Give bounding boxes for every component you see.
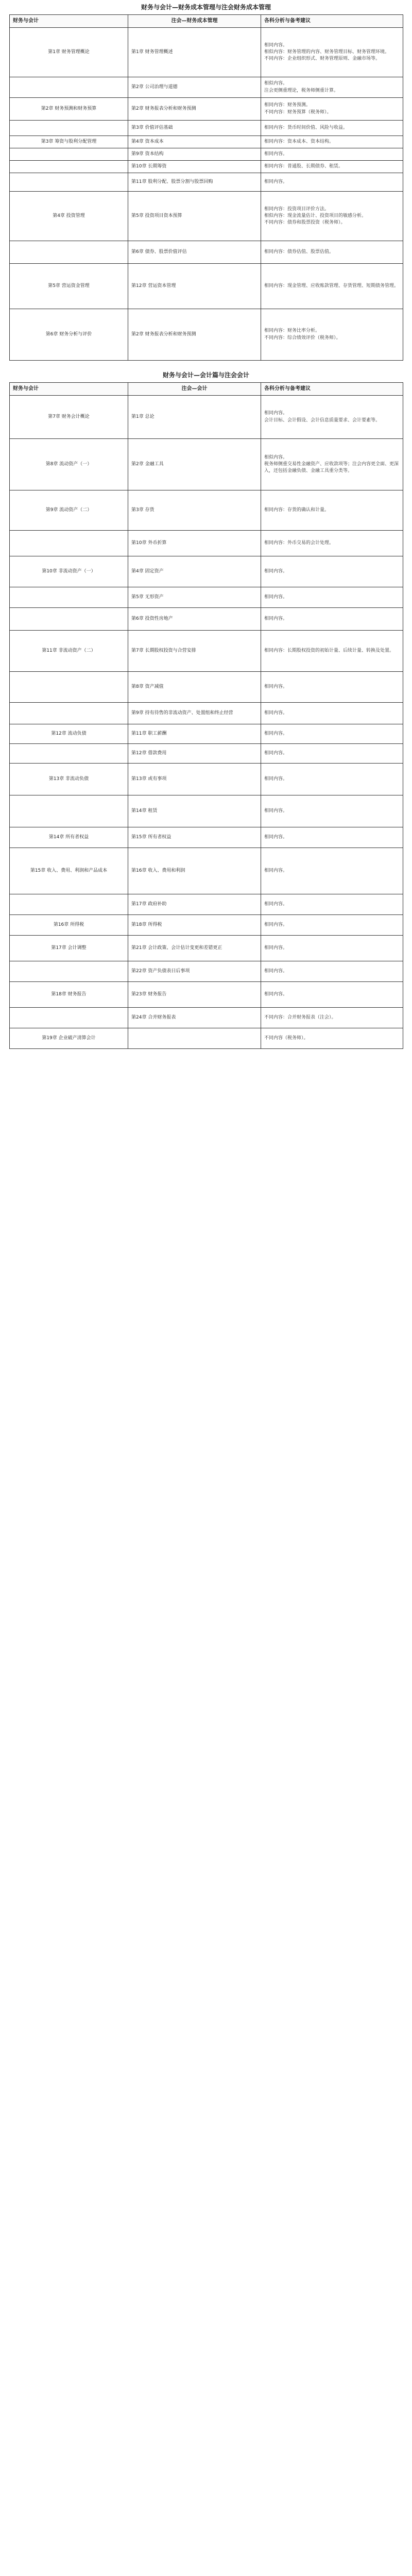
tax-chapter-cell: 第8章 流动资产（一） <box>10 439 128 490</box>
analysis-cell <box>261 764 403 795</box>
analysis-line: 相同内容。 <box>264 922 288 927</box>
tax-chapter-cell <box>10 587 128 608</box>
table-row <box>10 490 403 531</box>
tax-chapter-cell <box>10 961 128 982</box>
tax-chapter-cell <box>10 531 128 556</box>
analysis-line: 相同内容。 <box>264 568 288 574</box>
tax-chapter-cell <box>10 1008 128 1028</box>
cpa-chapter-cell: 第14章 租赁 <box>128 795 261 827</box>
analysis-cell <box>261 264 403 309</box>
table-row <box>10 148 403 161</box>
section-gap <box>9 361 403 368</box>
tax-chapter-cell: 第18章 财务报告 <box>10 982 128 1008</box>
cpa-chapter-cell: 第18章 所得税 <box>128 915 261 936</box>
tax-chapter-cell: 第13章 非流动负债 <box>10 764 128 795</box>
cpa-chapter-cell: 第2章 财务报表分析和财务预测 <box>128 98 261 121</box>
col-header-cpa: 注会—财务成本管理 <box>128 15 261 28</box>
table-header-row <box>10 383 403 396</box>
analysis-cell <box>261 703 403 724</box>
cpa-chapter-cell: 第23章 财务报告 <box>128 982 261 1008</box>
analysis-cell <box>261 161 403 173</box>
table-row <box>10 587 403 608</box>
tax-chapter-cell: 第15章 收入、费用、利润和产品成本 <box>10 848 128 894</box>
table-row <box>10 848 403 894</box>
analysis-cell <box>261 608 403 631</box>
table-row <box>10 192 403 241</box>
tax-chapter-cell: 第4章 投资管理 <box>10 192 128 241</box>
table-row <box>10 1008 403 1028</box>
analysis-line: 注会更侧重理论，税务师侧重计算。 <box>264 88 339 93</box>
analysis-line: 相同内容。 <box>264 901 288 907</box>
table-row <box>10 1028 403 1049</box>
table-row <box>10 631 403 672</box>
tax-chapter-cell: 第5章 营运资金管理 <box>10 264 128 309</box>
analysis-cell <box>261 672 403 703</box>
analysis-cell <box>261 961 403 982</box>
analysis-line: 相同内容：投资项目评价方法。 <box>264 206 330 212</box>
tax-chapter-cell <box>10 121 128 136</box>
analysis-cell <box>261 309 403 361</box>
analysis-line: 相同内容：资本成本、资本结构。 <box>264 139 334 144</box>
cpa-chapter-cell: 第10章 长期筹资 <box>128 161 261 173</box>
analysis-cell <box>261 982 403 1008</box>
cpa-chapter-cell: 第9章 持有待售的非流动资产、处置组和终止经营 <box>128 703 261 724</box>
table-body-2 <box>10 396 403 1049</box>
analysis-line: 相同内容。 <box>264 868 288 873</box>
cpa-chapter-cell <box>128 1028 261 1049</box>
analysis-cell <box>261 173 403 192</box>
analysis-cell <box>261 848 403 894</box>
analysis-line: 相同内容。 <box>264 710 288 716</box>
analysis-line: 相似内容：财务管理的内容、财务管理目标、财务管理环境。 <box>264 49 390 55</box>
analysis-cell <box>261 795 403 827</box>
section-1-title: 财务与会计—财务成本管理与注会财务成本管理 <box>141 4 271 11</box>
tax-chapter-cell <box>10 608 128 631</box>
table-row <box>10 724 403 744</box>
analysis-cell <box>261 148 403 161</box>
analysis-line: 相同内容。 <box>264 991 288 997</box>
analysis-line: 税务师侧重交易性金融资产、应收款项等；注会内容更全面、更深入，还包括金融负债、金融工具重分类等。 <box>264 461 399 474</box>
tax-chapter-cell: 第9章 流动资产（二） <box>10 490 128 531</box>
analysis-cell <box>261 439 403 490</box>
table-body-1 <box>10 28 403 361</box>
analysis-line: 相同内容。 <box>264 594 288 600</box>
analysis-line: 相同内容。 <box>264 616 288 621</box>
tax-chapter-cell: 第1章 财务管理概论 <box>10 28 128 77</box>
cpa-chapter-cell: 第2章 财务报表分析和财务预测 <box>128 309 261 361</box>
analysis-line: 相同内容：普通股、长期债券、租赁。 <box>264 163 344 169</box>
cpa-chapter-cell: 第12章 营运资本管理 <box>128 264 261 309</box>
analysis-cell <box>261 136 403 148</box>
table-row <box>10 764 403 795</box>
tax-chapter-cell <box>10 173 128 192</box>
cpa-chapter-cell: 第17章 政府补助 <box>128 894 261 915</box>
table-row <box>10 827 403 848</box>
cpa-chapter-cell: 第3章 价值评估基础 <box>128 121 261 136</box>
analysis-line: 相同内容。 <box>264 808 288 814</box>
col-header-analysis: 各科分析与备考建议 <box>261 383 403 396</box>
table-row <box>10 309 403 361</box>
analysis-cell <box>261 77 403 98</box>
table-row <box>10 264 403 309</box>
tax-chapter-cell <box>10 672 128 703</box>
analysis-line: 相同内容。 <box>264 42 288 48</box>
analysis-line: 相同内容。 <box>264 834 288 840</box>
analysis-line: 不同内容：综合绩效评价（税务师）。 <box>264 335 341 341</box>
cpa-chapter-cell: 第9章 资本结构 <box>128 148 261 161</box>
table-row <box>10 241 403 264</box>
section-2 <box>9 368 403 1049</box>
cpa-chapter-cell: 第10章 外币折算 <box>128 531 261 556</box>
col-header-tax: 财务与会计 <box>10 15 128 28</box>
analysis-line: 不同内容：企业组织形式、财务管理原则、金融市场等。 <box>264 56 381 62</box>
cpa-chapter-cell: 第6章 投资性房地产 <box>128 608 261 631</box>
analysis-line: 相似内容。 <box>264 81 288 87</box>
analysis-cell <box>261 744 403 764</box>
analysis-cell <box>261 1008 403 1028</box>
cpa-chapter-cell: 第6章 债券、股票价值评估 <box>128 241 261 264</box>
analysis-line: 相同内容。 <box>264 750 288 756</box>
cpa-chapter-cell: 第8章 资产减值 <box>128 672 261 703</box>
document <box>9 0 403 1049</box>
tax-chapter-cell <box>10 148 128 161</box>
analysis-cell <box>261 556 403 587</box>
analysis-cell <box>261 98 403 121</box>
cpa-chapter-cell: 第13章 或有事项 <box>128 764 261 795</box>
table-row <box>10 982 403 1008</box>
analysis-line: 相似内容：现金流量估计、投资项目的敏感分析。 <box>264 213 367 218</box>
table-row <box>10 439 403 490</box>
table-row <box>10 28 403 77</box>
cpa-chapter-cell: 第4章 资本成本 <box>128 136 261 148</box>
analysis-cell <box>261 724 403 744</box>
table-row <box>10 672 403 703</box>
table-row <box>10 556 403 587</box>
tax-chapter-cell: 第16章 所得税 <box>10 915 128 936</box>
table-row <box>10 98 403 121</box>
analysis-cell <box>261 1028 403 1049</box>
cpa-chapter-cell: 第1章 财务管理概述 <box>128 28 261 77</box>
table-header-row <box>10 15 403 28</box>
tax-chapter-cell <box>10 77 128 98</box>
analysis-line: 相同内容。 <box>264 151 288 157</box>
analysis-cell <box>261 241 403 264</box>
cpa-chapter-cell: 第1章 总论 <box>128 396 261 439</box>
cpa-chapter-cell: 第5章 无形资产 <box>128 587 261 608</box>
analysis-line: 相同内容：长期股权投资的初始计量、后续计量、转换及处置。 <box>264 648 394 653</box>
table-row <box>10 77 403 98</box>
tax-chapter-cell: 第17章 会计调整 <box>10 936 128 961</box>
section-2-title: 财务与会计—会计篇与注会会计 <box>162 371 249 379</box>
table-row <box>10 915 403 936</box>
analysis-line: 相同内容：货币时间价值、风险与收益。 <box>264 125 348 130</box>
cpa-chapter-cell: 第2章 金融工具 <box>128 439 261 490</box>
table-row <box>10 744 403 764</box>
table-row <box>10 396 403 439</box>
analysis-cell <box>261 915 403 936</box>
table-row <box>10 894 403 915</box>
analysis-line: 不同内容（税务师）。 <box>264 1035 308 1041</box>
analysis-cell <box>261 28 403 77</box>
cpa-chapter-cell: 第16章 收入、费用和利润 <box>128 848 261 894</box>
analysis-line: 相同内容：现金管理、应收账款管理、存货管理、短期债务管理。 <box>264 283 399 289</box>
cpa-chapter-cell: 第24章 合并财务报表 <box>128 1008 261 1028</box>
analysis-line: 相似内容。 <box>264 454 288 460</box>
cpa-chapter-cell: 第15章 所有者权益 <box>128 827 261 848</box>
analysis-line: 相同内容。 <box>264 179 288 184</box>
col-header-cpa: 注会—会计 <box>128 383 261 396</box>
comparison-table-2 <box>9 382 403 1049</box>
tax-chapter-cell: 第14章 所有者权益 <box>10 827 128 848</box>
analysis-line: 相同内容：外币交易的会计处理。 <box>264 540 334 546</box>
cpa-chapter-cell: 第7章 长期股权投资与合营安排 <box>128 631 261 672</box>
tax-chapter-cell: 第6章 财务分析与评价 <box>10 309 128 361</box>
cpa-chapter-cell: 第12章 借款费用 <box>128 744 261 764</box>
analysis-cell <box>261 587 403 608</box>
tax-chapter-cell: 第12章 流动负债 <box>10 724 128 744</box>
tax-chapter-cell: 第2章 财务预测和财务预算 <box>10 98 128 121</box>
tax-chapter-cell <box>10 795 128 827</box>
analysis-cell <box>261 631 403 672</box>
table-row <box>10 161 403 173</box>
section-1 <box>9 0 403 361</box>
analysis-line: 相同内容。 <box>264 945 288 951</box>
analysis-line: 相同内容：财务比率分析。 <box>264 328 320 334</box>
analysis-cell <box>261 396 403 439</box>
tax-chapter-cell <box>10 703 128 724</box>
table-row <box>10 136 403 148</box>
tax-chapter-cell <box>10 161 128 173</box>
analysis-cell <box>261 192 403 241</box>
cpa-chapter-cell: 第5章 投资项目资本预算 <box>128 192 261 241</box>
analysis-line: 不同内容：债券和股票投资（税务师）。 <box>264 220 346 226</box>
cpa-chapter-cell: 第3章 存货 <box>128 490 261 531</box>
analysis-cell <box>261 936 403 961</box>
comparison-table-1 <box>9 14 403 361</box>
table-row <box>10 531 403 556</box>
analysis-line: 相同内容：存货的确认和计量。 <box>264 507 330 513</box>
analysis-line: 相同内容。 <box>264 411 288 416</box>
table-row <box>10 703 403 724</box>
table-row <box>10 795 403 827</box>
cpa-chapter-cell: 第11章 职工薪酬 <box>128 724 261 744</box>
tax-chapter-cell <box>10 894 128 915</box>
analysis-cell <box>261 121 403 136</box>
cpa-chapter-cell: 第21章 会计政策、会计估计变更和差错更正 <box>128 936 261 961</box>
analysis-line: 相同内容。 <box>264 684 288 689</box>
tax-chapter-cell <box>10 241 128 264</box>
col-header-tax: 财务与会计 <box>10 383 128 396</box>
cpa-chapter-cell: 第2章 公司治理与道德 <box>128 77 261 98</box>
cpa-chapter-cell: 第4章 固定资产 <box>128 556 261 587</box>
tax-chapter-cell: 第11章 非流动资产（二） <box>10 631 128 672</box>
cpa-chapter-cell: 第11章 股利分配、股票分割与股票回购 <box>128 173 261 192</box>
analysis-cell <box>261 894 403 915</box>
analysis-line: 不同内容：财务预算（税务师）。 <box>264 109 332 115</box>
analysis-cell <box>261 827 403 848</box>
analysis-line: 相同内容：财务预测。 <box>264 103 311 108</box>
table-row <box>10 173 403 192</box>
analysis-line: 相同内容。 <box>264 731 288 736</box>
col-header-analysis: 各科分析与备考建议 <box>261 15 403 28</box>
analysis-cell <box>261 531 403 556</box>
analysis-line: 相同内容。 <box>264 776 288 782</box>
tax-chapter-cell: 第3章 筹资与股利分配管理 <box>10 136 128 148</box>
analysis-line: 相同内容：债券估值、股票估值。 <box>264 249 334 255</box>
tax-chapter-cell <box>10 744 128 764</box>
table-row <box>10 608 403 631</box>
analysis-line: 会计目标、会计假设、会计信息质量要求、会计要素等。 <box>264 417 381 423</box>
analysis-line: 相同内容。 <box>264 968 288 974</box>
table-row <box>10 121 403 136</box>
cpa-chapter-cell: 第22章 资产负债表日后事项 <box>128 961 261 982</box>
table-row <box>10 961 403 982</box>
analysis-cell <box>261 490 403 531</box>
analysis-line: 不同内容：合并财务报表（注会）。 <box>264 1014 336 1020</box>
tax-chapter-cell: 第10章 非流动资产（一） <box>10 556 128 587</box>
tax-chapter-cell: 第19章 企业破产清算会计 <box>10 1028 128 1049</box>
tax-chapter-cell: 第7章 财务会计概论 <box>10 396 128 439</box>
table-row <box>10 936 403 961</box>
